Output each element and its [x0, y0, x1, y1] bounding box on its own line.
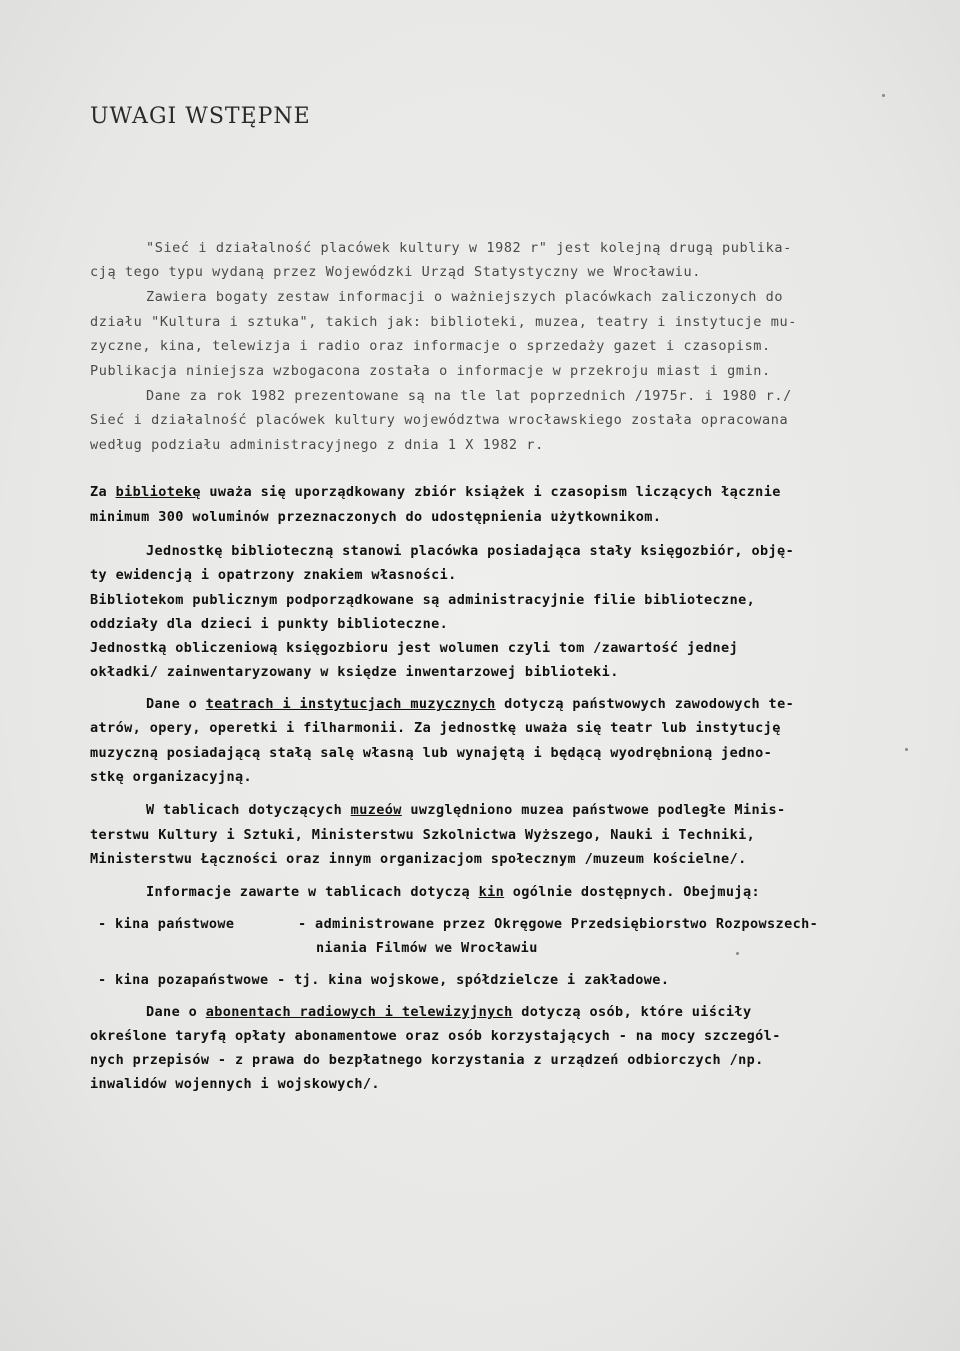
intro-line: Publikacja niniejsza wzbogacona została o informacje w przekroju miast i gmin.: [90, 363, 771, 379]
library-unit-line: ty ewidencją i opatrzony znakiem własności.: [90, 567, 457, 583]
cinemas-item-text: - administrowane przez Okręgowe Przedsiębiorstwo Rozpowszech-: [298, 916, 819, 932]
museums-line: terstwu Kultury i Sztuki, Ministerstwu Szkolnictwa Wyższego, Nauki i Techniki,: [90, 827, 756, 843]
theatres-line: muzyczną posiadającą stałą salę własną lub wynajętą i będącą wyodrębnioną jedno-: [90, 745, 773, 761]
library-definition-line: Za bibliotekę uważa się uporządkowany zbiór książek i czasopism liczących łącznie: [90, 484, 781, 500]
cinemas-item-label: - kina państwowe: [98, 916, 235, 932]
term-theatres: teatrach i instytucjach muzycznych: [205, 696, 496, 712]
library-unit-line: oddziały dla dzieci i punkty biblioteczne.: [90, 616, 449, 632]
intro-line: według podziału administracyjnego z dnia 1 X 1982 r.: [90, 437, 544, 453]
subscribers-line: inwalidów wojennych i wojskowych/.: [90, 1076, 380, 1092]
intro-line: cją tego typu wydaną przez Wojewódzki Urząd Statystyczny we Wrocławiu.: [90, 264, 701, 280]
library-unit-line: Jednostkę biblioteczną stanowi placówka posiadająca stały księgozbiór, obję-: [146, 543, 795, 559]
cinemas-item: - kina pozapaństwowe - tj. kina wojskowe, spółdzielcze i zakładowe.: [98, 972, 670, 988]
intro-line: "Sieć i działalność placówek kultury w 1982 r" jest kolejną drugą publika-: [146, 240, 792, 256]
paper-speck: [736, 952, 739, 955]
intro-line: Sieć i działalność placówek kultury województwa wrocławskiego została opracowana: [90, 412, 789, 428]
cinemas-line: Informacje zawarte w tablicach dotyczą kin ogólnie dostępnych. Obejmują:: [146, 884, 761, 900]
library-unit-line: Bibliotekom publicznym podporządkowane są administracyjnie filie biblioteczne,: [90, 592, 756, 608]
library-definition-line: minimum 300 woluminów przeznaczonych do udostępnienia użytkownikom.: [90, 509, 662, 525]
theatres-line: stkę organizacyjną.: [90, 769, 253, 785]
paper-speck: [882, 94, 885, 97]
term-library: bibliotekę: [115, 484, 201, 500]
intro-line: Zawiera bogaty zestaw informacji o ważniejszych placówkach zaliczonych do: [146, 289, 784, 305]
subscribers-line: Dane o abonentach radiowych i telewizyjnych dotyczą osób, które uiściły: [146, 1004, 752, 1020]
intro-line: zyczne, kina, telewizja i radio oraz informacje o sprzedaży gazet i czasopism.: [90, 338, 771, 354]
library-unit-line: okładki/ zainwentaryzowany w księdze inwentarzowej biblioteki.: [90, 664, 619, 680]
cinemas-item-text: niania Filmów we Wrocławiu: [316, 940, 538, 956]
page-title: UWAGI WSTĘPNE: [90, 104, 311, 129]
theatres-line: Dane o teatrach i instytucjach muzycznych dotyczą państwowych zawodowych te-: [146, 696, 795, 712]
library-unit-line: Jednostką obliczeniową księgozbioru jest wolumen czyli tom /zawartość jednej: [90, 640, 739, 656]
paper-speck: [905, 748, 908, 751]
museums-line: Ministerstwu Łączności oraz innym organizacjom społecznym /muzeum kościelne/.: [90, 851, 747, 867]
theatres-line: atrów, opery, operetki i filharmonii. Za jednostkę uważa się teatr lub instytucję: [90, 720, 781, 736]
subscribers-line: nych przepisów - z prawa do bezpłatnego korzystania z urządzeń odbiorczych /np.: [90, 1052, 764, 1068]
intro-line: Dane za rok 1982 prezentowane są na tle lat poprzednich /1975r. i 1980 r./: [146, 388, 792, 404]
term-cinemas: kin: [478, 884, 505, 900]
subscribers-line: określone taryfą opłaty abonamentowe oraz osób korzystających - na mocy szczegól-: [90, 1028, 781, 1044]
term-museums: muzeów: [350, 802, 402, 818]
intro-line: działu "Kultura i sztuka", takich jak: biblioteki, muzea, teatry i instytucje mu-: [90, 314, 797, 330]
term-subscribers: abonentach radiowych i telewizyjnych: [205, 1004, 513, 1020]
museums-line: W tablicach dotyczących muzeów uwzględniono muzea państwowe podległe Minis-: [146, 802, 786, 818]
